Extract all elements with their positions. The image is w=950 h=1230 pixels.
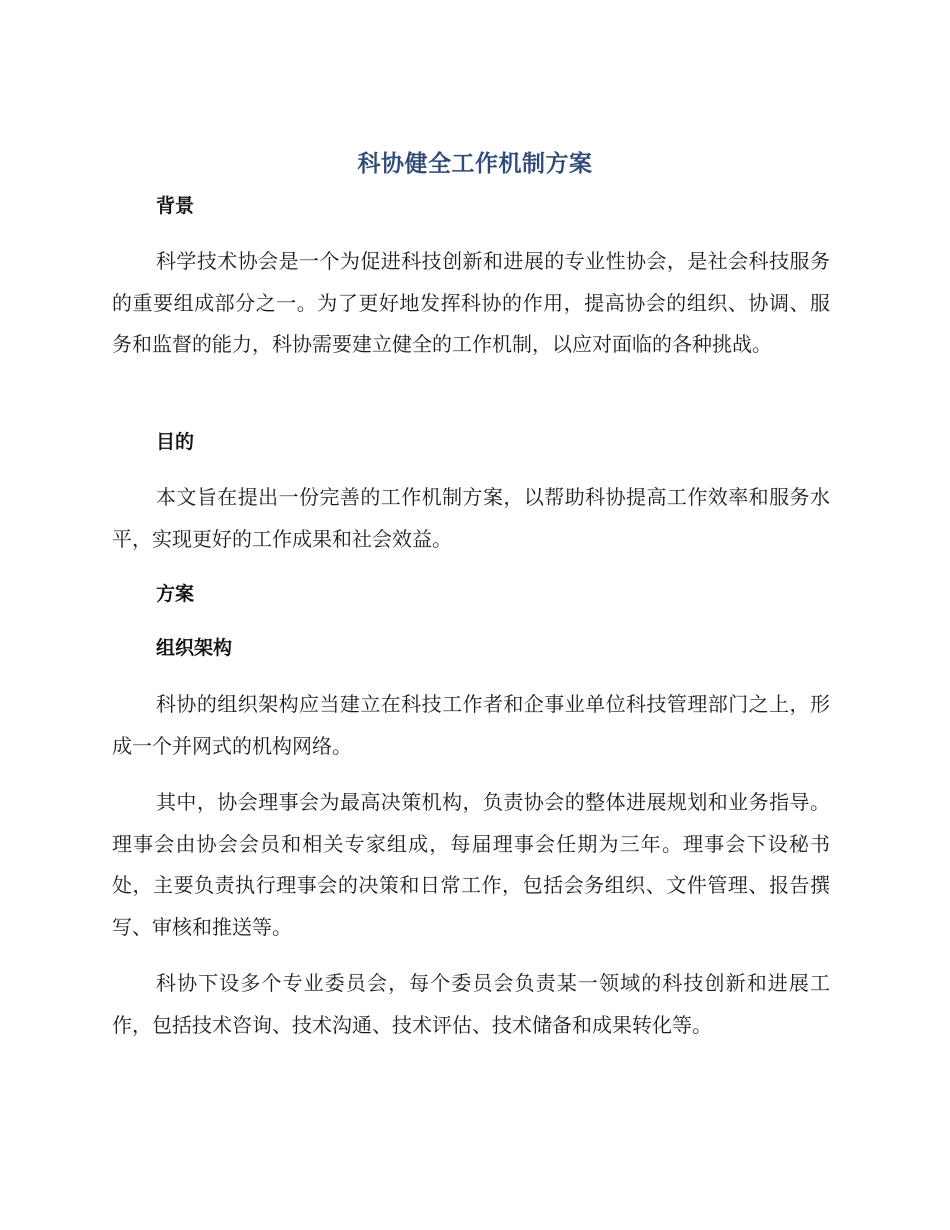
heading-purpose: 目的 <box>156 431 195 453</box>
paragraph-organization-3: 科协下设多个专业委员会，每个委员会负责某一领域的科技创新和进展工作，包括技术咨询、技术沟通、技术评估、技术储备和成果转化等。 <box>112 971 830 1037</box>
paragraph-purpose: 本文旨在提出一份完善的工作机制方案，以帮助科协提高工作效率和服务水平，实现更好的工作成果和社会效益。 <box>112 485 830 551</box>
document-title: 科协健全工作机制方案 <box>357 151 593 177</box>
heading-plan: 方案 <box>156 583 195 605</box>
paragraph-organization-1: 科协的组织架构应当建立在科技工作者和企事业单位科技管理部门之上，形成一个并网式的机构网络。 <box>112 692 830 758</box>
heading-background: 背景 <box>156 195 195 217</box>
heading-organization: 组织架构 <box>156 637 233 659</box>
paragraph-background: 科学技术协会是一个为促进科技创新和进展的专业性协会，是社会科技服务的重要组成部分之一。为了更好地发挥科协的作用，提高协会的组织、协调、服务和监督的能力，科协需要建立健全的工作机制，以应对面临的各种挑战。 <box>112 249 830 356</box>
paragraph-organization-2: 其中，协会理事会为最高决策机构，负责协会的整体进展规划和业务指导。理事会由协会会员和相关专家组成，每届理事会任期为三年。理事会下设秘书处，主要负责执行理事会的决策和日常工作，包括会务组织、文件管理、报告撰写、审核和推送等。 <box>112 790 830 939</box>
